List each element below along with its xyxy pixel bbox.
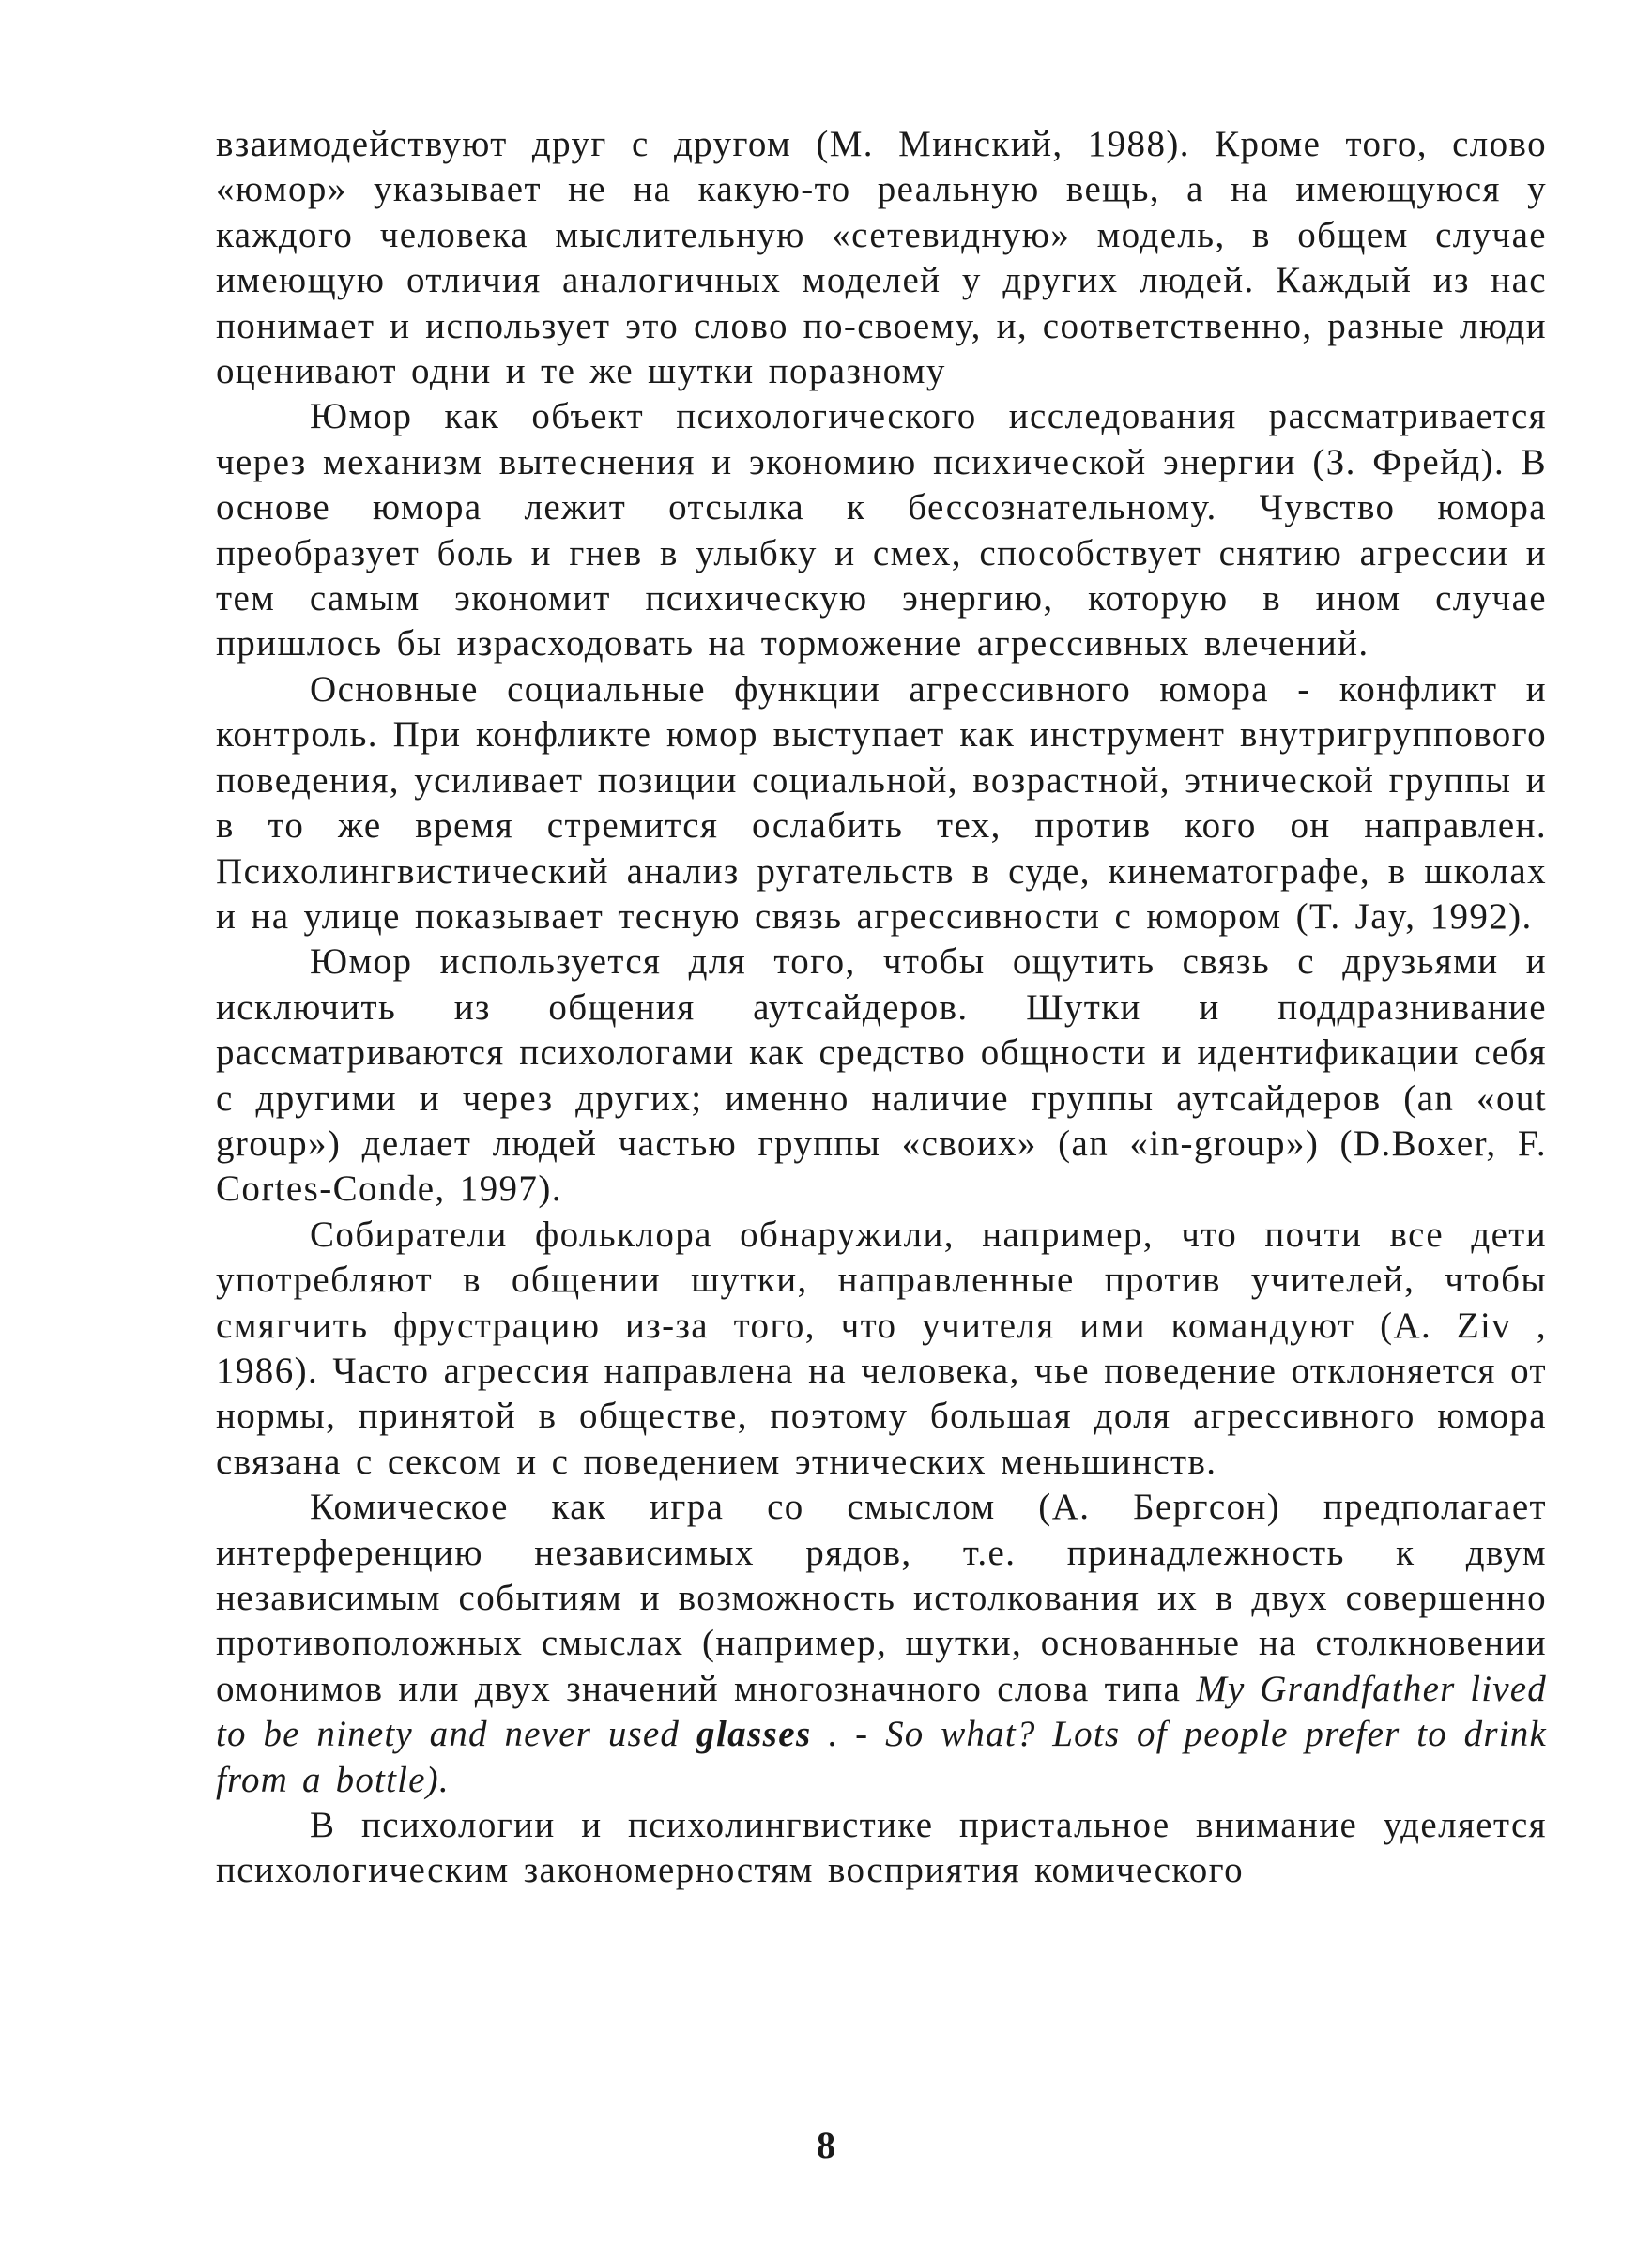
paragraph-aggressive-humor: Основные социальные функции агрессивного юмора - конфликт и контроль. При конфликте юмор выступает как инструмент внутригруппового поведения, усиливает позиции социальной, возрастной, этнической группы и в то же время стремится ослабить тех, против кого он направлен. Психолингвистический анализ ругательств в суде, кинематографе, в школах и на улице показывает тесную связь агрессивности с юмором (T. Jay, 1992). xyxy=(216,668,1547,937)
example-closing: ). xyxy=(425,1759,450,1800)
document-page xyxy=(216,122,1547,1894)
example-joke-part1: My Grandfather lived to be ninety and never used xyxy=(216,1668,1547,1755)
bergson-text: Комическое как игра со смыслом (А. Бергсон) предполагает интерференцию независимых рядов, т.е. принадлежность к двум независимым событиям и возможность истолкования их в двух совершенно противоположных смыслах (например, шутки, основанные на столкновении омонимов или двух значений многозначного слова типа xyxy=(216,1487,1547,1709)
example-joke-keyword: glasses xyxy=(696,1714,812,1755)
paragraph-folklore: Собиратели фольклора обнаружили, например, что почти все дети употребляют в общении шутки, направленные против учителей, чтобы смягчить фрустрацию из-за того, что учителя ими командуют (A. Ziv , 1986). Часто агрессия направлена на человека, чье поведение отклоняется от нормы, принятой в обществе, поэтому большая доля агрессивного юмора связана с сексом и с поведением этнических меньшинств. xyxy=(216,1214,1547,1482)
paragraph-freud: Юмор как объект психологического исследования рассматривается через механизм вытеснения и экономию психической энергии (З. Фрейд). В основе юмора лежит отсылка к бессознательному. Чувство юмора преобразует боль и гнев в улыбку и смех, способствует снятию агрессии и тем самым экономит психическую энергию, которую в ином случае пришлось бы израсходовать на торможение агрессивных влечений. xyxy=(216,396,1547,665)
example-joke-part2: . - So what? Lots of people prefer to drink from a bottle xyxy=(216,1714,1547,1800)
page-number: 8 xyxy=(817,2124,835,2166)
paragraph-psycholinguistics: В психологии и психолингвистике пристальное внимание уделяется психологическим закономерностям восприятия комического xyxy=(216,1805,1547,1891)
paragraph-continuation: взаимодействуют друг с другом (М. Минский, 1988). Кроме того, слово «юмор» указывает не на какую-то реальную вещь, а на имеющуюся у каждого человека мыслительную «сетевидную» модель, в общем случае имеющую отличия аналогичных моделей у других людей. Каждый из нас понимает и использует это слово по-своему, и, соответственно, разные люди оценивают одни и те же шутки поразному xyxy=(216,124,1547,392)
paragraph-group-identity: Юмор используется для того, чтобы ощутить связь с друзьями и исключить из общения аутсайдеров. Шутки и поддразнивание рассматриваются психологами как средство общности и идентификации себя с другими и через других; именно наличие группы аутсайдеров (an «out group») делает людей частью группы «своих» (an «in-group») (D.Boxer, F. Cortes-Conde, 1997). xyxy=(216,941,1547,1210)
paragraph-bergson xyxy=(216,1485,1547,1803)
